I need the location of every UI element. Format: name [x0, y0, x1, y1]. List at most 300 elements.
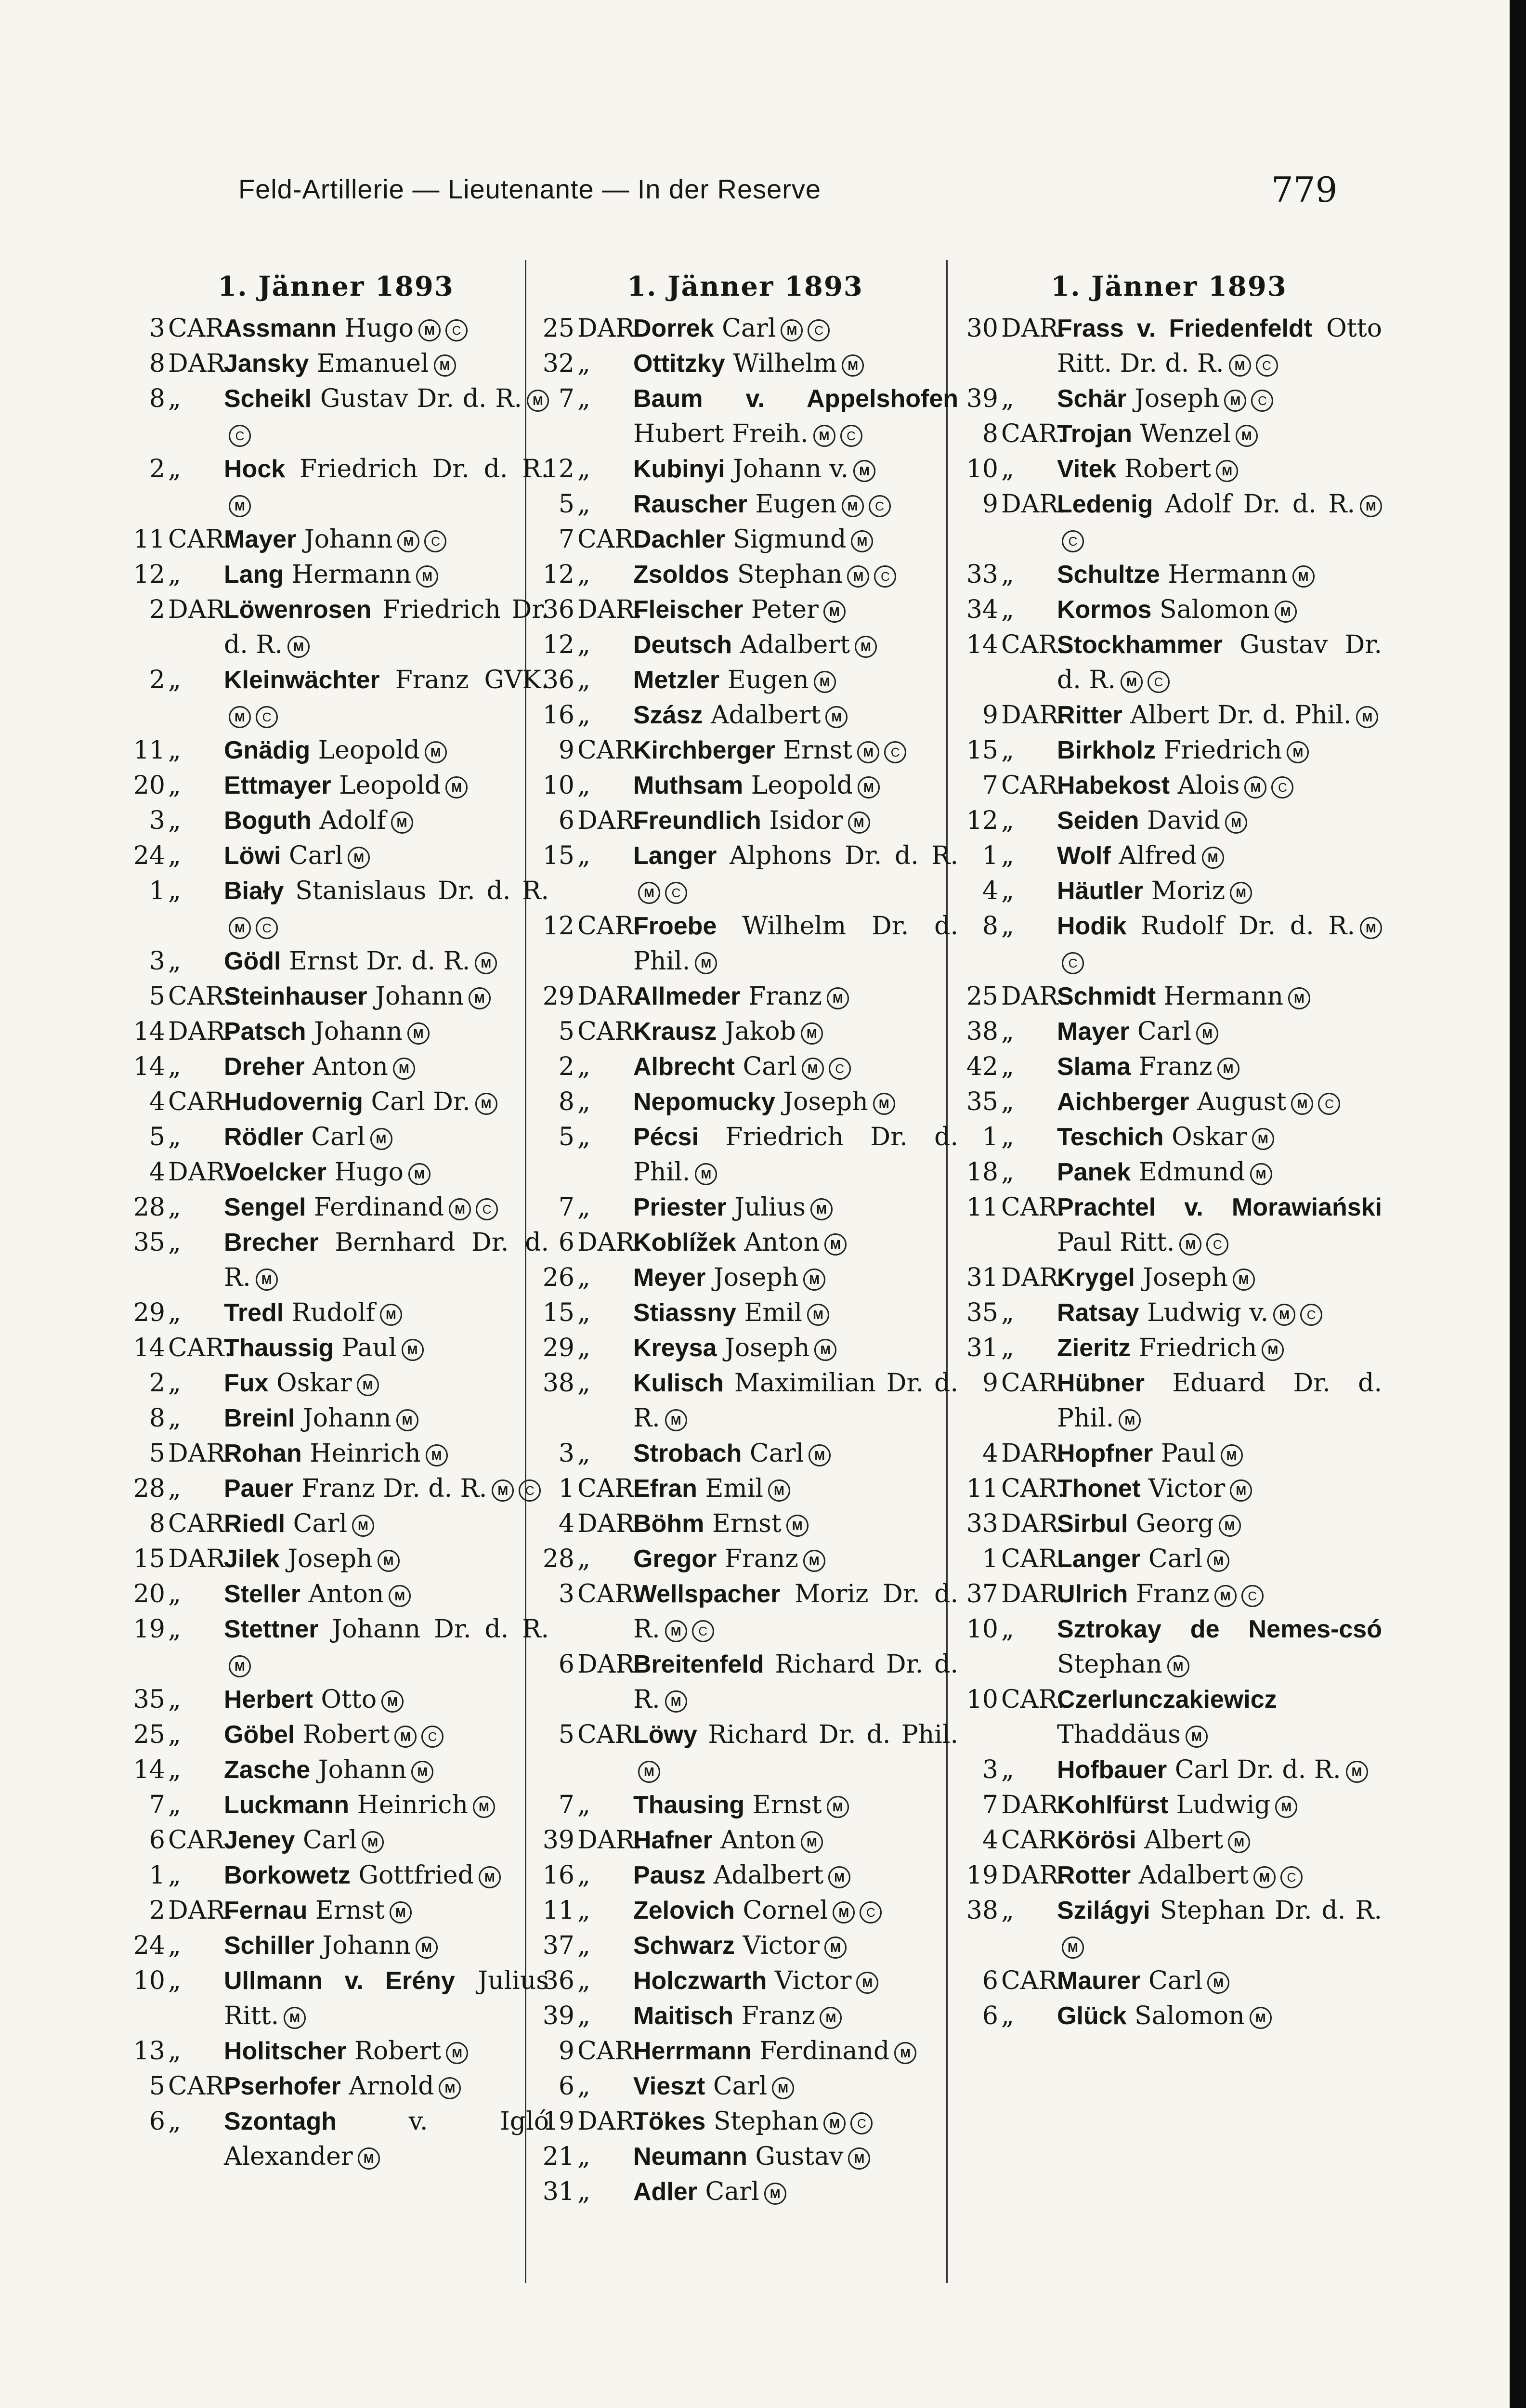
list-item — [532, 1823, 958, 1858]
medal-m-icon: M — [1356, 706, 1378, 728]
regiment-no: 4 — [149, 1087, 165, 1116]
list-item — [123, 1471, 549, 1506]
surname: Freundlich — [633, 807, 761, 835]
surname: Mayer — [224, 525, 297, 553]
given-names: Hermann — [1168, 560, 1288, 589]
given-names: Edmund — [1138, 1158, 1245, 1187]
regiment-class: CAR. — [577, 1580, 642, 1609]
medal-m-icon: M — [665, 1690, 687, 1713]
regiment-number — [532, 2174, 628, 2210]
list-item — [123, 874, 549, 944]
medal-m-icon: M — [1292, 565, 1315, 588]
regiment-class: DAR. — [1001, 1861, 1066, 1890]
given-names: Victor — [743, 1931, 820, 1960]
list-item — [532, 1928, 958, 1963]
entry-text — [1052, 1260, 1382, 1296]
copyright-c-icon: C — [1241, 1585, 1264, 1607]
regiment-class: DAR. — [577, 2107, 642, 2136]
regiment-class: CAR. — [577, 525, 642, 554]
regiment-number — [532, 1260, 628, 1296]
list-item — [123, 1542, 549, 1577]
regiment-number — [956, 1858, 1066, 1893]
list-item — [123, 592, 549, 663]
given-names: Carl Dr. — [371, 1087, 470, 1116]
regiment-no: 2 — [149, 1896, 165, 1925]
regiment-number — [532, 1963, 628, 1999]
regiment-no: 8 — [149, 1509, 165, 1538]
entry-text — [628, 452, 958, 487]
regiment-class: „ — [577, 701, 590, 730]
regiment-no: 38 — [966, 1017, 998, 1046]
entry-text — [219, 1612, 549, 1682]
column-2 — [532, 270, 958, 2210]
list-item — [956, 381, 1382, 417]
entry-text — [628, 1225, 958, 1260]
surname: Assmann — [224, 314, 337, 342]
regiment-class: „ — [168, 806, 181, 835]
regiment-no: 10 — [133, 1966, 165, 1995]
regiment-number — [532, 1085, 628, 1120]
given-names: Carl — [1148, 1966, 1203, 1995]
medal-m-icon: M — [352, 1515, 374, 1537]
given-names: Stephan Dr. d. R. — [1160, 1896, 1382, 1925]
copyright-c-icon: C — [1251, 390, 1273, 412]
entry-text — [1052, 874, 1382, 909]
regiment-class: CAR. — [1001, 1369, 1066, 1398]
entry-text — [1052, 1049, 1382, 1085]
list-item — [532, 838, 958, 909]
medal-m-icon: M — [1216, 460, 1238, 482]
regiment-number — [123, 768, 219, 803]
regiment-class: CAR. — [1001, 1826, 1066, 1855]
regiment-no: 15 — [542, 1298, 574, 1327]
surname: Boguth — [224, 807, 312, 835]
regiment-class: CAR. — [577, 1474, 642, 1503]
medal-m-icon: M — [781, 319, 803, 341]
entry-text — [1052, 1120, 1382, 1155]
medal-m-icon: M — [1230, 1479, 1252, 1502]
medal-m-icon: M — [772, 2077, 794, 2099]
surname: Hübner — [1057, 1369, 1145, 1397]
entry-text — [628, 1577, 958, 1647]
given-names: David — [1147, 806, 1221, 835]
regiment-class: „ — [168, 1720, 181, 1749]
medal-m-icon: M — [284, 2007, 306, 2029]
regiment-class: „ — [577, 1966, 590, 1995]
entry-text — [628, 1436, 958, 1471]
medal-m-icon: M — [1360, 495, 1382, 517]
regiment-no: 1 — [149, 1861, 165, 1890]
medal-m-icon: M — [475, 1093, 497, 1115]
entry-text — [1052, 1296, 1382, 1331]
given-names: Joseph — [725, 1334, 810, 1362]
surname: Löwy — [633, 1721, 697, 1749]
medal-m-icon: M — [842, 495, 864, 517]
entry-text — [628, 1542, 958, 1577]
medal-m-icon: M — [407, 1022, 430, 1045]
entry-text — [1052, 1999, 1382, 2034]
given-names: Stephan — [737, 560, 843, 589]
medal-m-icon: M — [803, 1269, 825, 1291]
surname: Fleischer — [633, 596, 743, 624]
list-item — [956, 803, 1382, 838]
regiment-no: 9 — [558, 2037, 574, 2066]
entry-text — [628, 346, 958, 381]
medal-m-icon: M — [473, 1796, 495, 1818]
regiment-no: 38 — [966, 1896, 998, 1925]
regiment-class: CAR. — [577, 2037, 642, 2066]
medal-m-icon: M — [894, 2042, 916, 2064]
medal-m-icon: M — [390, 1901, 412, 1924]
regiment-number — [532, 803, 642, 838]
entry-text — [628, 1717, 958, 1788]
regiment-number — [956, 1999, 1052, 2034]
regiment-number — [123, 452, 219, 522]
given-names: Moriz — [1151, 877, 1226, 905]
given-names: Friedrich — [1163, 736, 1282, 765]
surname: Neumann — [633, 2143, 747, 2171]
medal-m-icon: M — [1250, 2007, 1272, 2029]
regiment-number — [532, 1296, 628, 1331]
entry-text — [1052, 1014, 1382, 1049]
regiment-number — [532, 346, 628, 381]
surname: Schmidt — [1057, 982, 1156, 1010]
list-item — [123, 1928, 549, 1963]
entry-text — [628, 1963, 958, 1999]
list-item — [532, 979, 958, 1014]
list-item — [956, 838, 1382, 874]
given-names: Stanislaus Dr. d. R. — [295, 877, 549, 905]
regiment-number — [532, 1999, 628, 2034]
given-names: Adalbert — [1138, 1861, 1249, 1890]
list-item — [123, 1577, 549, 1612]
surname: Czerlunczakiewicz — [1057, 1686, 1277, 1714]
regiment-no: 2 — [149, 595, 165, 624]
surname: Glück — [1057, 2002, 1127, 2030]
regiment-class: „ — [577, 1052, 590, 1081]
entry-text — [628, 909, 958, 979]
regiment-class: „ — [168, 1931, 181, 1960]
surname: Kreysa — [633, 1334, 717, 1362]
given-names: Eugen — [727, 666, 809, 694]
surname: Dorrek — [633, 314, 714, 342]
medal-m-icon: M — [855, 636, 877, 658]
surname: Hock — [224, 455, 286, 483]
surname: Luckmann — [224, 1791, 350, 1819]
regiment-class: „ — [168, 1966, 181, 1995]
regiment-number — [956, 1331, 1052, 1366]
surname: Prachtel v. Morawiański — [1057, 1193, 1382, 1221]
entry-text — [1052, 592, 1382, 628]
regiment-class: „ — [1001, 1334, 1014, 1362]
list-item — [123, 1190, 549, 1225]
given-names: Richard Dr. d. R. — [633, 1650, 958, 1714]
regiment-number — [532, 381, 628, 452]
entry-text — [628, 803, 958, 838]
page-number: 779 — [1271, 170, 1338, 210]
regiment-no: 6 — [558, 806, 574, 835]
surname: Riedl — [224, 1510, 286, 1538]
medal-m-icon: M — [229, 1655, 251, 1677]
surname: Häutler — [1057, 877, 1144, 905]
surname: Zasche — [224, 1756, 311, 1784]
regiment-number — [956, 417, 1066, 452]
entry-text — [1052, 1506, 1382, 1542]
regiment-number — [956, 1753, 1052, 1788]
regiment-class: CAR. — [168, 2072, 233, 2101]
surname: Breitenfeld — [633, 1650, 764, 1678]
medal-m-icon: M — [358, 2147, 380, 2170]
list-item — [532, 698, 958, 733]
regiment-no: 25 — [542, 314, 574, 343]
given-names: Ernst Dr. d. R. — [288, 947, 470, 976]
surname: Vieszt — [633, 2072, 705, 2100]
regiment-class: DAR. — [1001, 1439, 1066, 1468]
medal-m-icon: M — [1250, 1163, 1272, 1185]
medal-m-icon: M — [1202, 847, 1224, 869]
list-item — [123, 2069, 549, 2104]
medal-m-icon: M — [1253, 1866, 1276, 1888]
regiment-no: 3 — [558, 1439, 574, 1468]
regiment-no: 29 — [542, 1334, 574, 1362]
medal-m-icon: M — [823, 601, 846, 623]
list-item — [123, 1682, 549, 1717]
medal-m-icon: M — [229, 917, 251, 939]
surname: Göbel — [224, 1721, 295, 1749]
regiment-no: 36 — [542, 1966, 574, 1995]
copyright-c-icon: C — [1271, 776, 1293, 798]
given-names: Maximilian Dr. d. R. — [633, 1369, 958, 1433]
surname: Steller — [224, 1580, 300, 1608]
entry-text — [1052, 452, 1382, 487]
medal-m-icon: M — [1224, 390, 1246, 412]
regiment-no: 32 — [542, 349, 574, 378]
regiment-number — [532, 522, 642, 557]
given-names: Ferdinand — [314, 1193, 444, 1222]
entry-text — [1052, 417, 1382, 452]
regiment-class: CAR. — [577, 1720, 642, 1749]
entry-text — [1052, 803, 1382, 838]
list-item — [532, 2174, 958, 2210]
regiment-number — [123, 1753, 219, 1788]
list-item — [956, 487, 1382, 557]
copyright-c-icon: C — [1062, 952, 1084, 974]
given-names: Ernst — [783, 736, 853, 765]
regiment-class: DAR. — [1001, 1509, 1066, 1538]
regiment-number — [123, 1331, 233, 1366]
regiment-class: „ — [577, 1544, 590, 1573]
regiment-no: 6 — [558, 1650, 574, 1679]
regiment-number — [123, 979, 233, 1014]
entry-text — [628, 2069, 958, 2104]
regiment-class: DAR. — [1001, 314, 1066, 343]
entry-text — [628, 1858, 958, 1893]
surname: Patsch — [224, 1018, 306, 1046]
given-names: Adalbert — [711, 701, 821, 730]
medal-m-icon: M — [396, 1409, 418, 1431]
medal-m-icon: M — [389, 1585, 411, 1607]
medal-m-icon: M — [801, 1831, 823, 1853]
regiment-number — [956, 1296, 1052, 1331]
list-item — [532, 1436, 958, 1471]
regiment-no: 29 — [133, 1298, 165, 1327]
regiment-class: „ — [168, 947, 181, 976]
entry-text — [1052, 1612, 1382, 1682]
medal-m-icon: M — [1275, 601, 1297, 623]
given-names: Emil — [744, 1298, 802, 1327]
list-item — [123, 2034, 549, 2069]
regiment-no: 14 — [133, 1334, 165, 1362]
given-names: Julius — [734, 1193, 806, 1222]
medal-m-icon: M — [842, 354, 864, 377]
list-item — [532, 663, 958, 698]
entry-text — [1052, 1155, 1382, 1190]
regiment-number — [956, 698, 1066, 733]
regiment-number — [956, 557, 1052, 592]
list-item — [956, 1612, 1382, 1682]
surname: Langer — [633, 842, 717, 870]
regiment-number — [956, 1085, 1052, 1120]
list-item — [532, 909, 958, 979]
list-item — [532, 2104, 958, 2139]
surname: Pécsi — [633, 1123, 699, 1151]
regiment-class: „ — [577, 384, 590, 413]
medal-m-icon: M — [469, 987, 491, 1009]
list-item — [956, 1014, 1382, 1049]
medal-m-icon: M — [370, 1128, 392, 1150]
entry-text — [219, 381, 549, 452]
surname: Krygel — [1057, 1264, 1135, 1292]
regiment-no: 7 — [558, 525, 574, 554]
list-item — [123, 1823, 549, 1858]
medal-m-icon: M — [449, 1198, 471, 1220]
given-names: Carl — [1137, 1017, 1192, 1046]
regiment-number — [123, 592, 233, 663]
regiment-no: 19 — [542, 2107, 574, 2136]
entry-text — [628, 381, 958, 452]
medal-m-icon: M — [1233, 1269, 1255, 1291]
regiment-number — [123, 2104, 219, 2174]
list-item — [532, 1788, 958, 1823]
entry-text — [628, 1190, 958, 1225]
regiment-no: 8 — [982, 912, 998, 941]
regiment-no: 36 — [542, 666, 574, 694]
given-names: Cornel — [743, 1896, 828, 1925]
regiment-number — [532, 733, 642, 768]
regiment-class: CAR. — [1001, 771, 1066, 800]
entry-text — [1052, 487, 1382, 557]
regiment-number — [123, 1085, 233, 1120]
surname: Wellspacher — [633, 1580, 781, 1608]
medal-m-icon: M — [229, 706, 251, 728]
regiment-no: 39 — [966, 384, 998, 413]
list-item — [123, 663, 549, 733]
given-names: Otto — [321, 1685, 377, 1714]
medal-m-icon: M — [1287, 741, 1309, 763]
list-item — [532, 1331, 958, 1366]
medal-m-icon: M — [1214, 1585, 1237, 1607]
surname: Langer — [1057, 1545, 1141, 1573]
list-item — [123, 1858, 549, 1893]
given-names: Leopold — [339, 771, 441, 800]
medal-m-icon: M — [408, 1163, 430, 1185]
entry-text — [1052, 698, 1382, 733]
surname: Ettmayer — [224, 772, 331, 799]
medal-m-icon: M — [823, 2112, 846, 2134]
list-item — [123, 979, 549, 1014]
given-names: Alois — [1177, 771, 1240, 800]
regiment-no: 21 — [542, 2142, 574, 2171]
given-names: Oskar — [1172, 1123, 1247, 1152]
entry-text — [628, 522, 958, 557]
surname: Böhm — [633, 1510, 704, 1538]
list-item — [956, 768, 1382, 803]
regiment-class: „ — [577, 1087, 590, 1116]
regiment-class: „ — [1001, 2002, 1014, 2030]
list-item — [956, 628, 1382, 698]
regiment-no: 6 — [149, 1826, 165, 1855]
medal-m-icon: M — [1179, 1233, 1201, 1256]
entry-text — [219, 2034, 549, 2069]
regiment-class: „ — [577, 1263, 590, 1292]
list-item — [123, 1788, 549, 1823]
regiment-no: 4 — [982, 877, 998, 905]
regiment-class: „ — [168, 1298, 181, 1327]
regiment-class: „ — [168, 1369, 181, 1398]
surname: Hafner — [633, 1826, 713, 1854]
entry-text — [219, 1190, 549, 1225]
entry-text — [628, 1823, 958, 1858]
entry-text — [628, 1999, 958, 2034]
entry-text — [628, 1471, 958, 1506]
list-item — [532, 803, 958, 838]
entry-text — [628, 979, 958, 1014]
entry-text — [1052, 557, 1382, 592]
medal-m-icon: M — [1236, 425, 1258, 447]
medal-m-icon: M — [665, 1409, 687, 1431]
regiment-no: 8 — [558, 1087, 574, 1116]
entry-text — [219, 1542, 549, 1577]
given-names: Paul — [341, 1334, 397, 1362]
entry-text — [1052, 1471, 1382, 1506]
regiment-class: „ — [1001, 841, 1014, 870]
regiment-no: 25 — [133, 1720, 165, 1749]
medal-m-icon: M — [1167, 1655, 1189, 1677]
given-names: Carl — [311, 1123, 365, 1152]
entry-text — [628, 557, 958, 592]
regiment-number — [123, 1858, 219, 1893]
regiment-number — [123, 1366, 219, 1401]
regiment-class: „ — [168, 877, 181, 905]
regiment-class: „ — [577, 1896, 590, 1925]
medal-m-icon: M — [827, 987, 849, 1009]
regiment-no: 30 — [966, 314, 998, 343]
regiment-number — [123, 1823, 233, 1858]
given-names: Albert — [1144, 1826, 1224, 1855]
surname: Löwi — [224, 842, 281, 870]
regiment-class: „ — [1001, 1123, 1014, 1152]
regiment-no: 13 — [133, 2037, 165, 2066]
regiment-class: „ — [577, 771, 590, 800]
entry-text — [1052, 1085, 1382, 1120]
surname: Jansky — [224, 350, 309, 378]
surname: Scheikl — [224, 385, 312, 413]
entry-text — [219, 557, 549, 592]
regiment-class: „ — [1001, 455, 1014, 484]
surname: Körösi — [1057, 1826, 1136, 1854]
surname: Jilek — [224, 1545, 280, 1573]
regiment-no: 24 — [133, 841, 165, 870]
